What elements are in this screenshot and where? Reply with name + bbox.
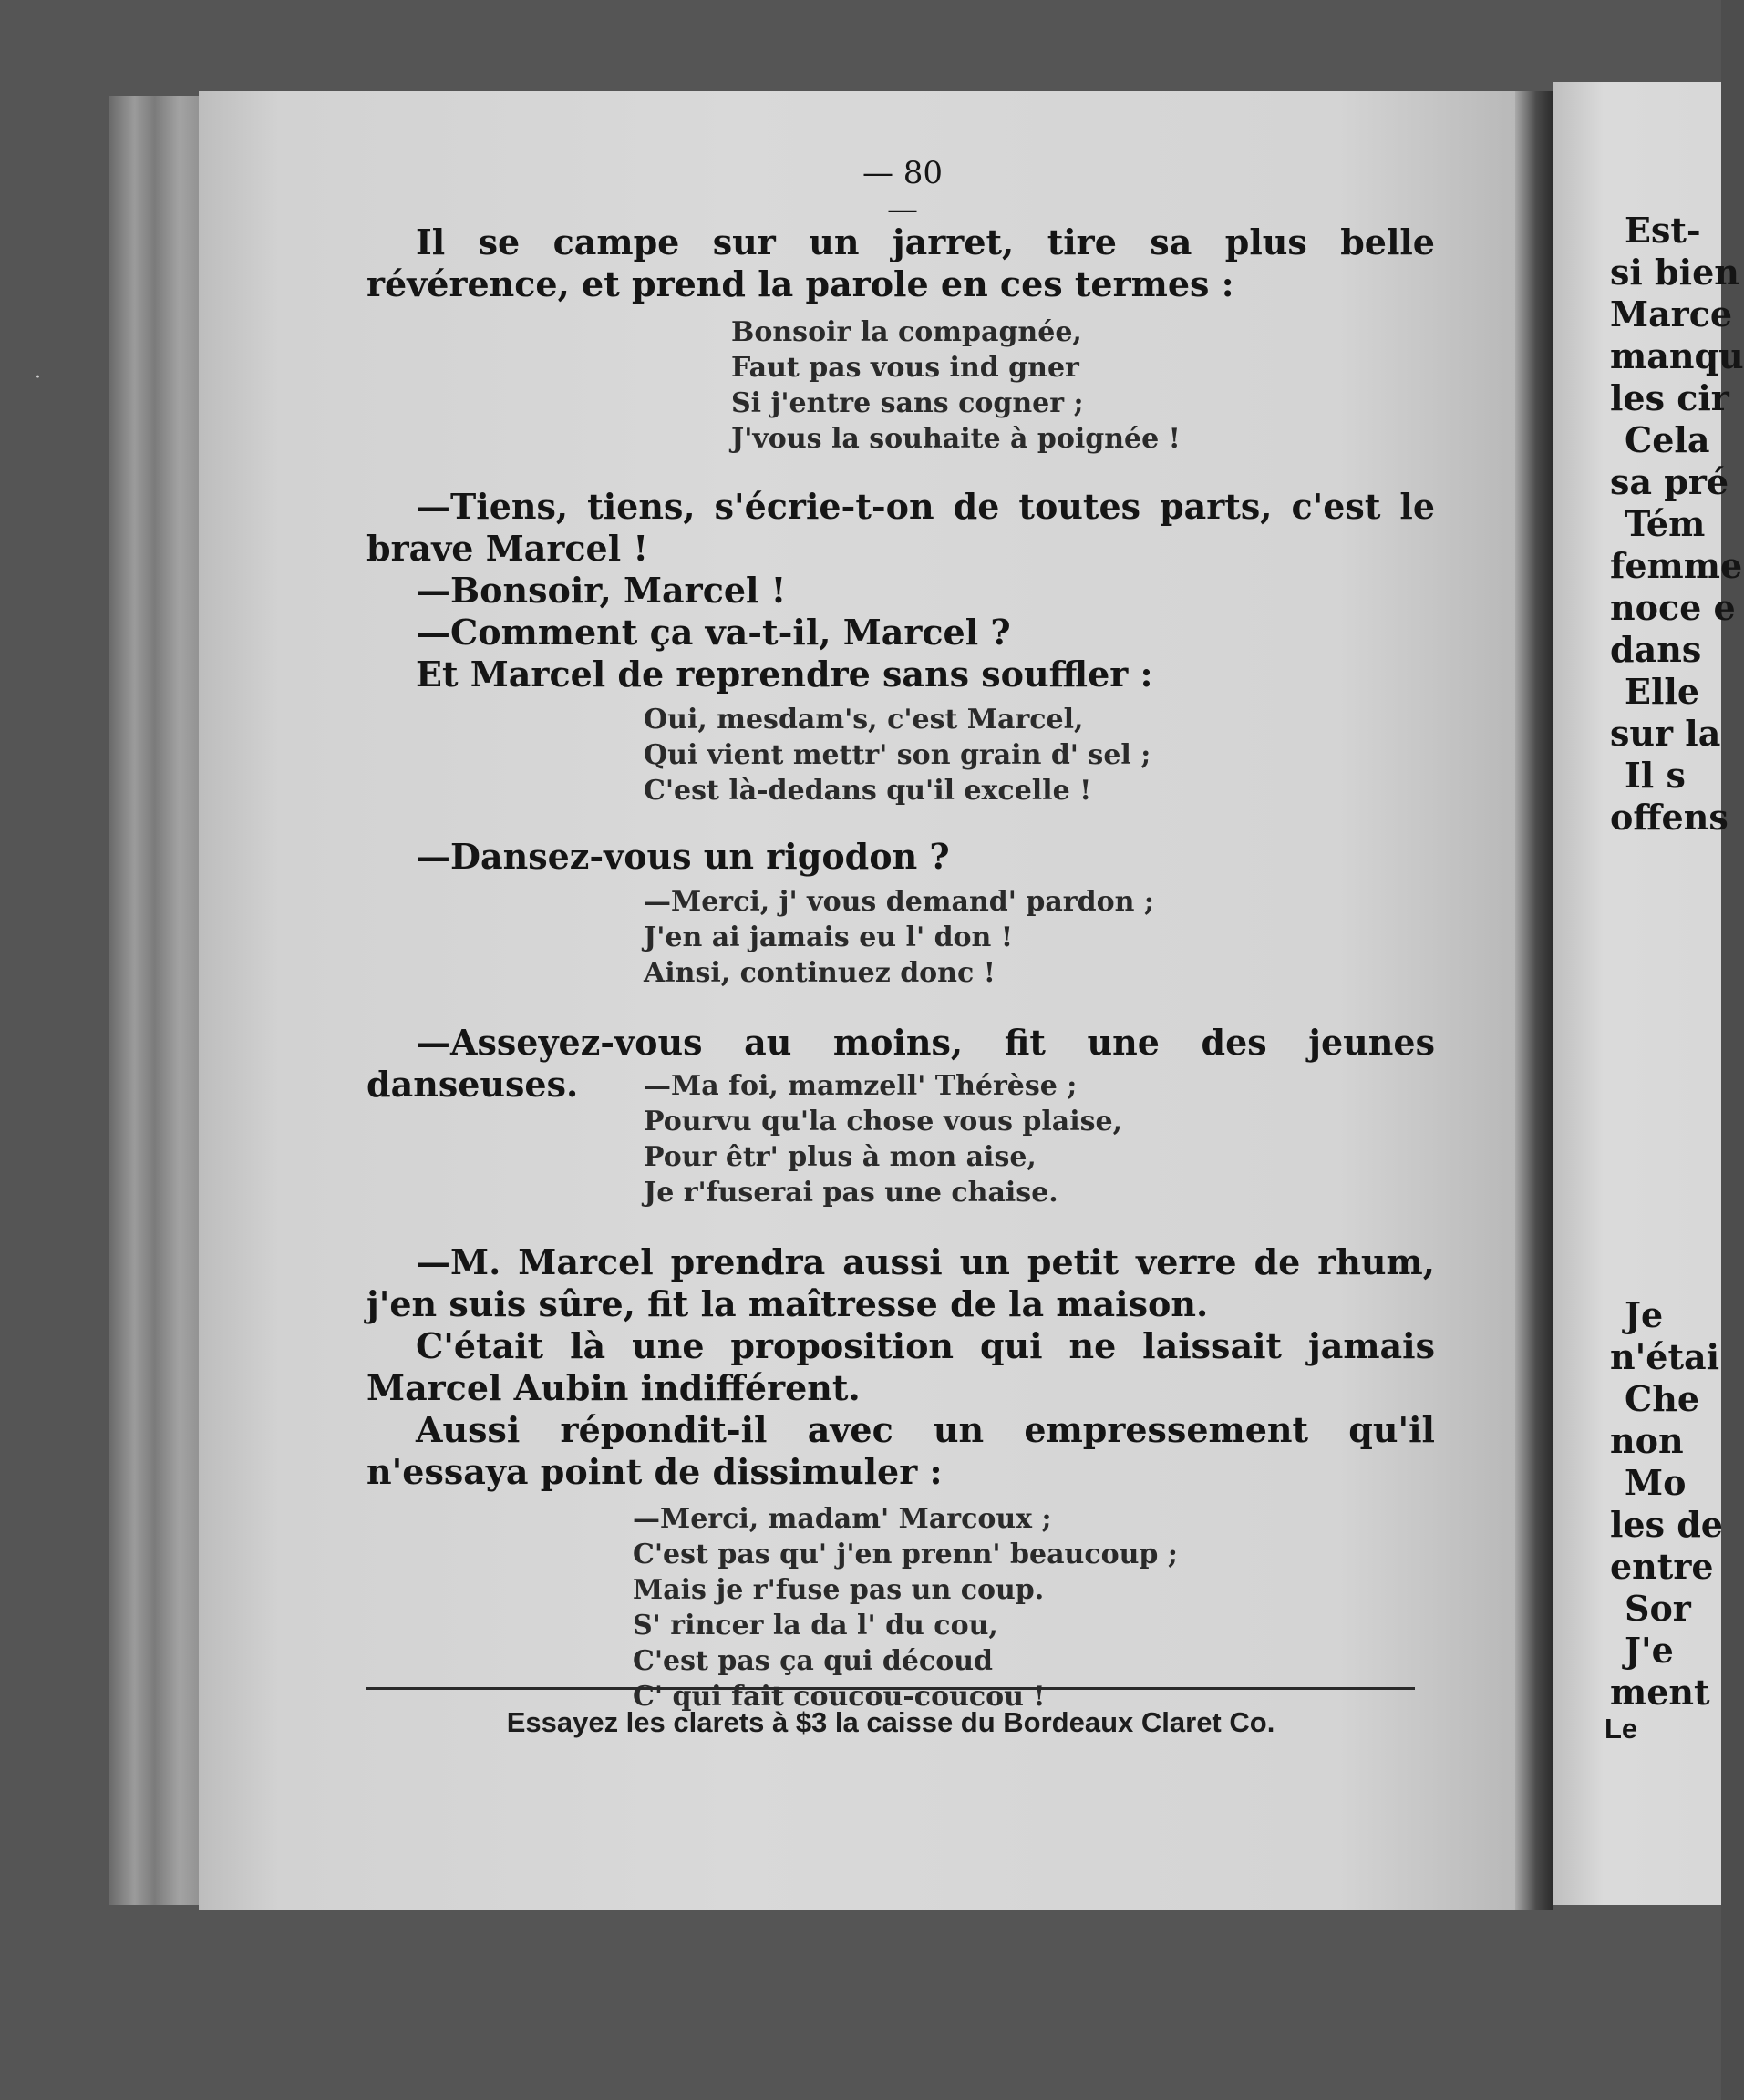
page-number: — 80 — xyxy=(862,155,944,228)
verse-line: Faut pas vous ind gner xyxy=(731,352,1079,384)
right-fragment: Il s xyxy=(1625,755,1686,796)
verse-line: Qui vient mettr' son grain d' sel ; xyxy=(644,739,1151,771)
paragraph-dansez: —Dansez-vous un rigodon ? xyxy=(416,836,950,877)
paragraph-comment: —Comment ça va-t-il, Marcel ? xyxy=(416,612,1011,653)
paragraph-rhum: —M. Marcel prendra aussi un petit verre de rhum, j'en suis sûre, fit la maîtresse de la maison. xyxy=(366,1241,1435,1324)
right-fragment: J'e xyxy=(1625,1630,1674,1671)
right-fragment: manqu xyxy=(1610,335,1744,376)
right-fragment: Cela xyxy=(1625,419,1710,460)
verse-marcel xyxy=(644,702,1151,808)
verse-line: S' rincer la da l' du cou, xyxy=(633,1610,998,1642)
right-fragment: n'étai xyxy=(1610,1336,1720,1377)
right-fragment: sa pré xyxy=(1610,461,1729,502)
right-fragment: Tém xyxy=(1625,503,1706,544)
right-fragment: sur la xyxy=(1610,713,1721,754)
verse-line: —Merci, j' vous demand' pardon ; xyxy=(644,886,1154,918)
verse-line: J'en ai jamais eu l' don ! xyxy=(644,921,1013,953)
right-fragment: dans xyxy=(1610,629,1702,670)
right-fragment: les de xyxy=(1610,1504,1723,1545)
verse-line: Oui, mesdam's, c'est Marcel, xyxy=(644,704,1084,736)
verse-line: C'est là-dedans qu'il excelle ! xyxy=(644,775,1092,807)
right-fragment: Che xyxy=(1625,1378,1700,1419)
right-fragment: Mo xyxy=(1625,1462,1687,1503)
paragraph-bonsoir-marcel: —Bonsoir, Marcel ! xyxy=(416,570,787,611)
verse-line: J'vous la souhaite à poignée ! xyxy=(731,423,1181,455)
verse-line: Mais je r'fuse pas un coup. xyxy=(633,1574,1045,1606)
verse-therese xyxy=(644,1068,1122,1210)
footer-divider xyxy=(366,1687,1415,1690)
verse-line: Bonsoir la compagnée, xyxy=(731,316,1082,348)
right-fragment: non xyxy=(1610,1420,1684,1461)
verse-line: C'est pas ça qui découd xyxy=(633,1645,993,1677)
right-fragment: Je xyxy=(1625,1294,1664,1335)
right-fragment: si bien xyxy=(1610,252,1739,293)
paragraph-tiens: —Tiens, tiens, s'écrie-t-on de toutes parts, c'est le brave Marcel ! xyxy=(366,486,1435,569)
verse-line: Je r'fuserai pas une chaise. xyxy=(644,1177,1058,1209)
verse-line: C' qui fait coucou-coucou ! xyxy=(633,1681,1046,1713)
right-fragment: Elle xyxy=(1625,671,1700,712)
right-fragment: offens xyxy=(1610,797,1729,838)
right-fragment: les cir xyxy=(1610,377,1729,418)
verse-pardon xyxy=(644,884,1154,991)
right-footer-fragment: Le xyxy=(1605,1713,1638,1745)
footer-advertisement: Essayez les clarets à $3 la caisse du Bordeaux Claret Co. xyxy=(506,1706,1275,1738)
paragraph-reprendre: Et Marcel de reprendre sans souffler : xyxy=(416,654,1153,695)
paragraph-proposition: C'était là une proposition qui ne laissait jamais Marcel Aubin indifférent. xyxy=(366,1325,1435,1408)
verse-line: —Merci, madam' Marcoux ; xyxy=(633,1503,1052,1535)
stray-mark: · xyxy=(35,366,41,389)
paragraph-asseyez: —Asseyez-vous au moins, fit une des jeunes danseuses. xyxy=(366,1022,1435,1105)
verse-line: Pour êtr' plus à mon aise, xyxy=(644,1141,1037,1173)
verse-line: Si j'entre sans cogner ; xyxy=(731,387,1084,419)
right-fragment: femme xyxy=(1610,545,1743,586)
right-fragment: noce e xyxy=(1610,587,1736,628)
verse-bonsoir xyxy=(731,314,1181,457)
right-fragment: ment xyxy=(1610,1672,1710,1713)
paragraph-repondit: Aussi répondit-il avec un empressement qu'il n'essaya point de dissimuler : xyxy=(366,1409,1435,1492)
verse-marcoux xyxy=(633,1501,1178,1714)
right-fragment: entre xyxy=(1610,1546,1714,1587)
paragraph-intro: Il se campe sur un jarret, tire sa plus belle révérence, et prend la parole en ces termes : xyxy=(366,221,1435,304)
right-fragment: Sor xyxy=(1625,1588,1691,1629)
right-fragment: Marce xyxy=(1610,293,1733,335)
verse-line: Pourvu qu'la chose vous plaise, xyxy=(644,1106,1123,1138)
verse-line: Ainsi, continuez donc ! xyxy=(644,957,996,989)
right-fragment: Est- xyxy=(1625,210,1701,251)
verse-line: —Ma foi, mamzell' Thérèse ; xyxy=(644,1070,1078,1102)
verse-line: C'est pas qu' j'en prenn' beaucoup ; xyxy=(633,1539,1178,1570)
